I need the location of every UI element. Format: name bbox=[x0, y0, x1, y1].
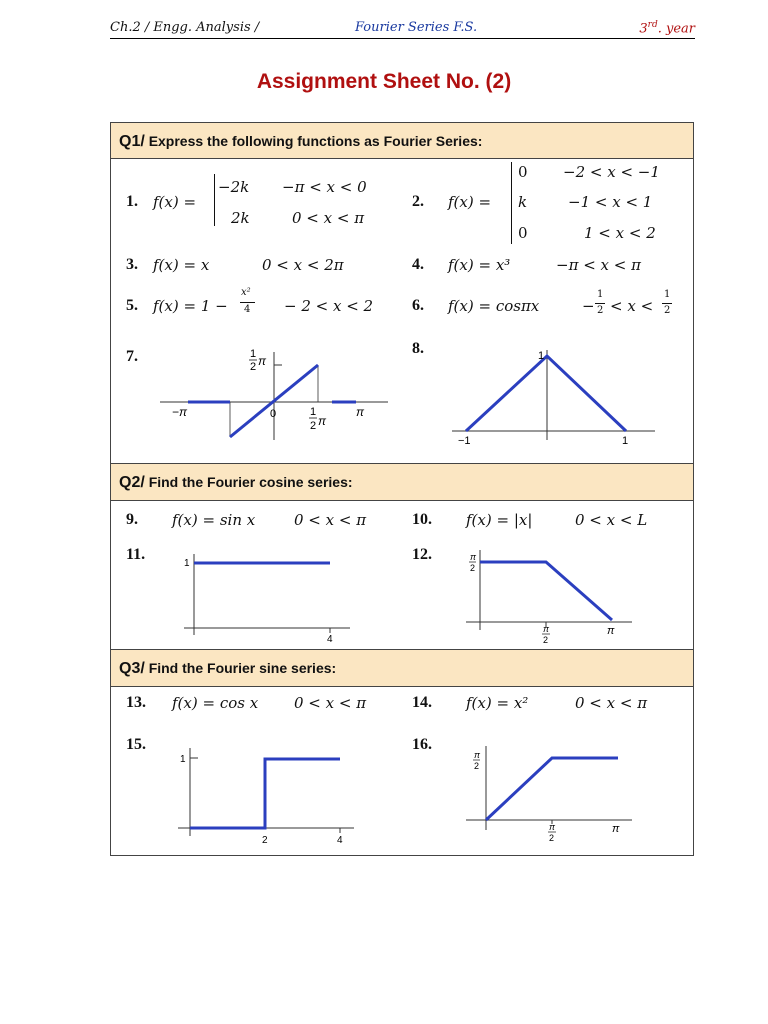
problem-10-domain: 0 < x < L bbox=[575, 511, 648, 529]
header-topic: Fourier Series F.S. bbox=[355, 20, 478, 35]
x-label-den: 2 bbox=[549, 833, 555, 843]
fraction-bar bbox=[595, 303, 605, 304]
x-label-pi: π bbox=[318, 414, 327, 428]
problem-2-f2: k bbox=[518, 193, 528, 211]
problem-8-graph bbox=[450, 340, 660, 455]
problem-1-number: 1. bbox=[126, 193, 138, 210]
problem-14-expr: f(x) = x² bbox=[466, 694, 529, 712]
problem-5-number: 5. bbox=[126, 297, 138, 314]
problem-13-domain: 0 < x < π bbox=[294, 694, 367, 712]
problem-16-graph bbox=[460, 744, 640, 848]
problem-4-domain: −π < x < π bbox=[556, 256, 641, 274]
problem-5-domain: − 2 < x < 2 bbox=[284, 297, 374, 315]
problem-8-number: 8. bbox=[412, 340, 424, 357]
problem-4-expr: f(x) = x³ bbox=[448, 256, 511, 274]
y-label-pi: π bbox=[258, 354, 267, 368]
header-year: 3rd. year bbox=[639, 20, 695, 37]
problem-3-expr: f(x) = x bbox=[153, 256, 210, 274]
problem-15-graph bbox=[172, 746, 362, 846]
x-label-pi: π bbox=[543, 624, 550, 634]
problem-6-mid: < x < bbox=[610, 297, 654, 315]
x-label: 4 bbox=[327, 634, 333, 645]
problem-14-domain: 0 < x < π bbox=[575, 694, 648, 712]
problem-1-f2: 2k bbox=[231, 209, 250, 227]
problem-3-number: 3. bbox=[126, 256, 138, 273]
x-label-right: 1 bbox=[622, 435, 629, 447]
problem-15-number: 15. bbox=[126, 736, 146, 753]
problem-14-number: 14. bbox=[412, 694, 432, 711]
problem-13-number: 13. bbox=[126, 694, 146, 711]
problem-9-expr: f(x) = sin x bbox=[172, 511, 256, 529]
problem-2-d1: −2 < x < −1 bbox=[563, 163, 660, 181]
problem-11-graph bbox=[178, 550, 358, 645]
y-label-pi: π bbox=[474, 750, 481, 760]
problem-2-f1: 0 bbox=[518, 163, 528, 181]
q2-instruction: Find the Fourier cosine series: bbox=[148, 474, 353, 490]
problem-7-graph bbox=[160, 340, 390, 450]
problem-13-expr: f(x) = cos x bbox=[172, 694, 259, 712]
problem-3-domain: 0 < x < 2π bbox=[262, 256, 344, 274]
x-label-den: 2 bbox=[310, 420, 317, 432]
problem-4-number: 4. bbox=[412, 256, 424, 273]
x-label-num: 1 bbox=[310, 406, 317, 418]
x-label-den: 2 bbox=[543, 635, 549, 645]
piecewise-bracket bbox=[511, 162, 512, 244]
problem-10-expr: f(x) = |x| bbox=[466, 511, 533, 529]
y-label: 1 bbox=[184, 558, 190, 569]
problem-2-d3: 1 < x < 2 bbox=[584, 224, 656, 242]
problem-7-number: 7. bbox=[126, 348, 138, 365]
piecewise-bracket bbox=[214, 174, 215, 226]
problem-12-graph bbox=[460, 548, 640, 648]
problem-1-d2: 0 < x < π bbox=[292, 209, 365, 227]
page-title: Assignment Sheet No. (2) bbox=[256, 70, 512, 93]
problem-16-number: 16. bbox=[412, 736, 432, 753]
fraction-bar bbox=[662, 303, 672, 304]
problem-9-number: 9. bbox=[126, 511, 138, 528]
problem-11-number: 11. bbox=[126, 546, 146, 563]
problem-1-f1: −2k bbox=[218, 178, 250, 196]
q3-instruction: Find the Fourier sine series: bbox=[148, 660, 337, 676]
running-header bbox=[110, 20, 695, 38]
ramp-curve bbox=[486, 758, 618, 820]
x-label-left: −π bbox=[172, 405, 188, 419]
y-label-den: 2 bbox=[470, 563, 476, 573]
y-label-num: 1 bbox=[250, 348, 257, 360]
problem-2-lhs: f(x) = bbox=[448, 193, 492, 211]
y-label: 1 bbox=[180, 754, 186, 765]
problem-6-number: 6. bbox=[412, 297, 424, 314]
problem-5-frac-den: 4 bbox=[244, 304, 251, 315]
q1-instruction: Express the following functions as Fourier Series: bbox=[148, 133, 483, 149]
y-label-den: 2 bbox=[474, 761, 480, 771]
x-label-end: π bbox=[612, 823, 620, 835]
y-label-den: 2 bbox=[250, 361, 257, 373]
problem-6-half-den: 2 bbox=[597, 305, 604, 316]
problem-6-expr: f(x) = cosπx bbox=[448, 297, 540, 315]
fraction-bar bbox=[240, 302, 255, 303]
problem-2-d2: −1 < x < 1 bbox=[568, 193, 653, 211]
problem-1-d1: −π < x < 0 bbox=[282, 178, 367, 196]
header-chapter: Ch.2 / Engg. Analysis / bbox=[110, 20, 260, 35]
problem-9-domain: 0 < x < π bbox=[294, 511, 367, 529]
problem-6-half-num-2: 1 bbox=[664, 289, 671, 300]
trapezoid-curve bbox=[480, 562, 612, 620]
x-label-end: π bbox=[607, 625, 615, 637]
x-label-right: π bbox=[356, 405, 365, 419]
q3-bar: Q3/ Find the Fourier sine series: bbox=[110, 649, 694, 687]
problem-6-half-num: 1 bbox=[597, 289, 604, 300]
x-label-pi: π bbox=[549, 822, 556, 832]
q2-bar: Q2/ Find the Fourier cosine series: bbox=[110, 463, 694, 501]
problem-2-f3: 0 bbox=[518, 224, 528, 242]
y-label-pi: π bbox=[470, 552, 477, 562]
triangle-curve bbox=[466, 356, 626, 431]
q1-bar: Q1/ Express the following functions as Fourier Series: bbox=[110, 122, 694, 159]
x-label-1: 2 bbox=[262, 835, 268, 846]
problem-6-minus: − bbox=[582, 297, 595, 315]
problem-12-number: 12. bbox=[412, 546, 432, 563]
problem-5-expr: f(x) = 1 − bbox=[153, 297, 228, 315]
step-curve bbox=[190, 759, 340, 828]
header-rule bbox=[110, 38, 695, 39]
problem-10-number: 10. bbox=[412, 511, 432, 528]
x-label-left: −1 bbox=[458, 435, 471, 447]
x-label-2: 4 bbox=[337, 835, 343, 846]
problem-6-half-den-2: 2 bbox=[664, 305, 671, 316]
peak-label: 1 bbox=[538, 350, 545, 362]
problem-2-number: 2. bbox=[412, 193, 424, 210]
x-label-zero: 0 bbox=[270, 408, 277, 420]
problem-5-frac-num: x² bbox=[241, 287, 251, 298]
problem-1-lhs: f(x) = bbox=[153, 193, 197, 211]
